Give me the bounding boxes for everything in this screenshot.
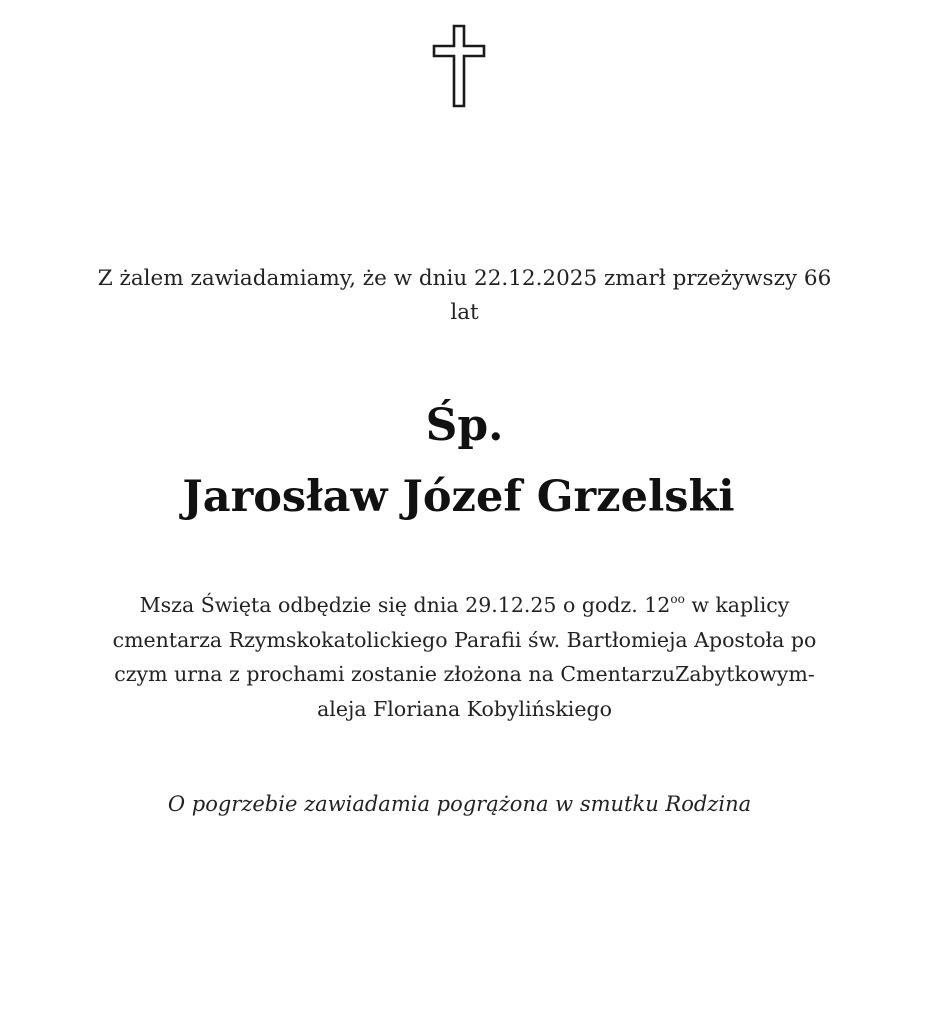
deceased-prefix: Śp. <box>425 400 504 451</box>
mass-line-4: aleja Floriana Kobylińskiego <box>317 696 612 721</box>
mass-line-1-text: Msza Święta odbędzie się dnia 29.12.25 o godz. 12 <box>139 593 671 617</box>
mass-line-3: czym urna z prochami zostanie złożona na CmentarzuZabytkowym- <box>114 662 815 686</box>
family-signature: O pogrzebie zawiadamia pogrążona w smutku Rodzina <box>167 792 752 816</box>
mass-line-2: cmentarza Rzymskokatolickiego Parafii św. Bartłomieja Apostoła po <box>112 627 817 652</box>
announcement-line-2: lat <box>450 300 479 325</box>
mass-line-1-end: w kaplicy <box>684 593 790 617</box>
mass-details <box>24 588 905 726</box>
deceased-name: Jarosław Józef Grzelski <box>182 472 735 522</box>
announcement-text <box>20 262 909 330</box>
mass-time-minutes: oo <box>670 592 685 606</box>
latin-cross-icon <box>432 24 486 108</box>
announcement-line-1: Z żalem zawiadamiamy, że w dniu 22.12.2025 zmarł przeżywszy 66 <box>97 266 832 291</box>
mass-line-1 <box>24 588 905 623</box>
